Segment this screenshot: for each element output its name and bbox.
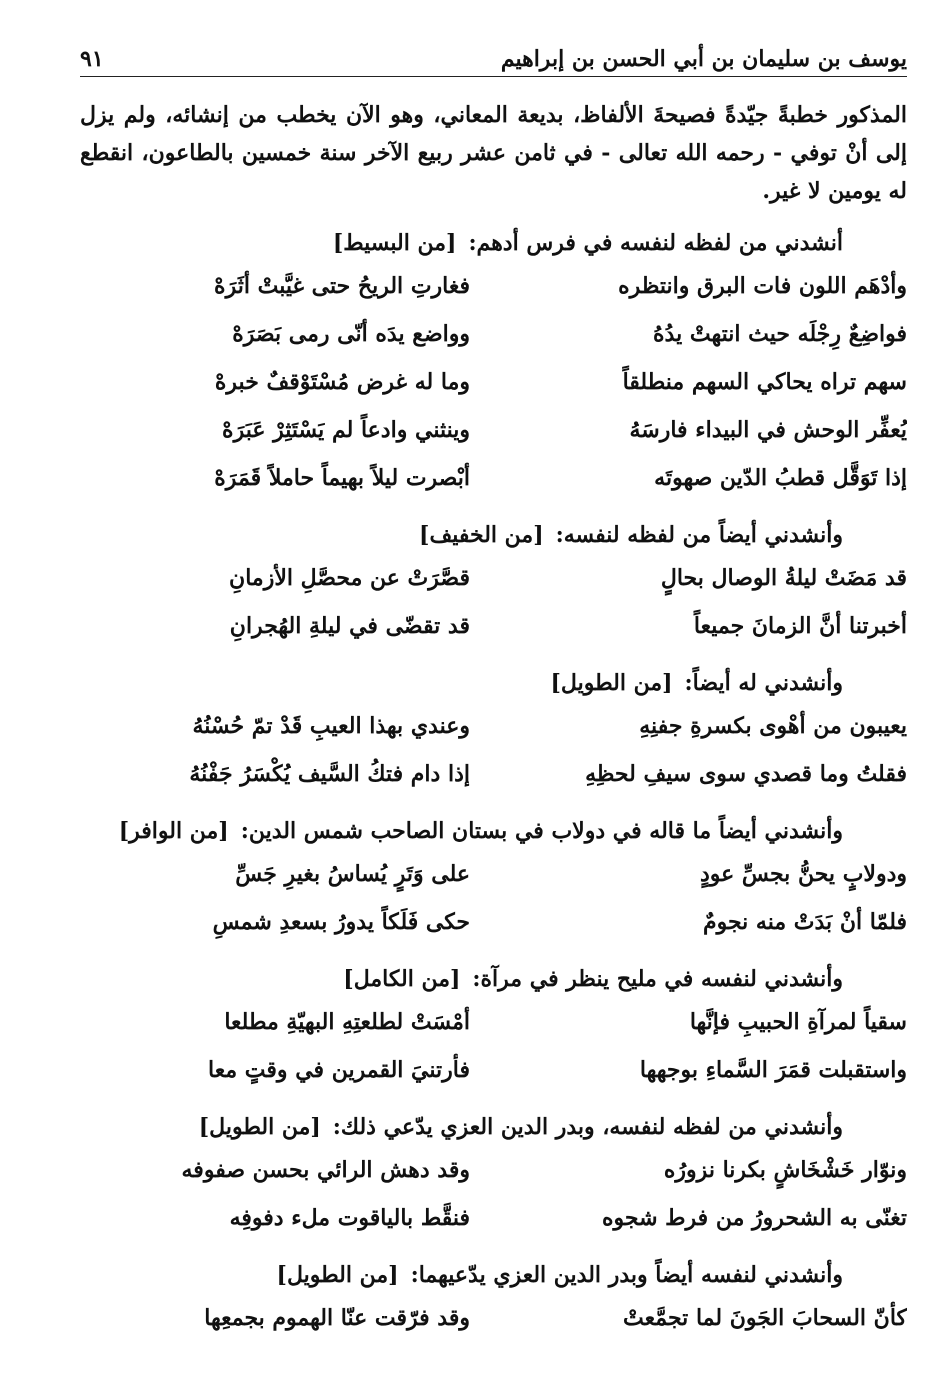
poem-meter: [من الطويل] (198, 1114, 321, 1140)
poem-intro (80, 226, 843, 262)
second-hemistich: وما له غرض مُسْتَوْقفٌ خبرهْ (214, 369, 470, 395)
poem-intro-text: وأنشدني أيضاً ما قاله في دولاب في بستان الصاحب شمس الدين: (240, 818, 843, 844)
poem-meter: [من الوافر] (118, 818, 229, 844)
first-hemistich: واستقبلت قمَرَ السَّماءِ بوجهها (639, 1057, 907, 1083)
first-hemistich: ونوّار خَشْخَاشٍ بكرنا نزورُه (663, 1157, 907, 1183)
poem-intro (80, 518, 843, 554)
verse-line (80, 1146, 907, 1194)
verse-line (80, 454, 907, 502)
running-title: يوسف بن سليمان بن أبي الحسن بن إبراهيم (500, 46, 907, 72)
second-hemistich: فغارتِ الريحُ حتى غيَّبتْ أثَرَهْ (214, 273, 470, 299)
second-hemistich: إذا دام فتكُ السَّيف يُكْسَرُ جَفْنُهُ (189, 761, 470, 787)
poem-meter: [من الكامل] (343, 966, 461, 992)
page-number: ٩١ (80, 46, 104, 72)
second-hemistich: فأرتنيَ القمرين في وقتٍ معا (208, 1057, 470, 1083)
first-hemistich: يعيبون من أهْوى بكسرةِ جفنِهِ (639, 713, 907, 739)
verse-line (80, 998, 907, 1046)
poem-intro (80, 814, 843, 850)
poem-intro-text: وأنشدني لنفسه أيضاً وبدر الدين العزي يدّعيهما: (410, 1262, 843, 1288)
second-hemistich: وقد فرّقت عنّا الهموم بجمعِها (204, 1305, 470, 1331)
second-hemistich: على وَتَرٍ يُساسُ بغيرِ جَسِّ (235, 861, 470, 887)
verse-line (80, 702, 907, 750)
verse-line (80, 358, 907, 406)
second-hemistich: وعندي بهذا العيبِ قَدْ تمّ حُسْنُهُ (192, 713, 470, 739)
first-hemistich: فقلتُ وما قصدي سوى سيفِ لحظِهِ (585, 761, 907, 787)
poem-meter: [من البسيط] (332, 230, 457, 256)
verse-line (80, 1294, 907, 1342)
verse-line (80, 406, 907, 454)
second-hemistich: فنقَّط بالياقوت ملء دفوفِه (229, 1205, 470, 1231)
first-hemistich: ودولابٍ يحنُّ بجسِّ عودٍ (699, 861, 907, 887)
verse-line (80, 310, 907, 358)
poem-meter: [من الطويل] (276, 1262, 399, 1288)
poem-meter: [من الخفيف] (419, 522, 544, 548)
first-hemistich: سهم تراه يحاكي السهم منطلقاً (622, 369, 907, 395)
first-hemistich: أخبرتنا أنَّ الزمانَ جميعاً (693, 613, 907, 639)
poem-intro (80, 1258, 843, 1294)
poem-intro (80, 666, 843, 702)
first-hemistich: إذا تَوَقَّل قطبُ الدّين صهوتَه (654, 465, 907, 491)
second-hemistich: أبْصرت ليلاً بهيماً حاملاً قَمَرَهْ (214, 465, 470, 491)
page-header (80, 30, 907, 77)
second-hemistich: وواضع يدَه أنّى رمى بَصَرَهْ (232, 321, 470, 347)
verse-line (80, 750, 907, 798)
poem-intro-text: وأنشدني له أيضاً: (684, 670, 843, 696)
second-hemistich: وينثني وادعاً لم يَسْتَثِرْ عَبَرَهْ (222, 417, 470, 443)
second-hemistich: قصَّرَتْ عن محصَّلِ الأزمانِ (229, 565, 470, 591)
first-hemistich: يُعفِّر الوحش في البيداء فارسَهُ (629, 417, 907, 443)
verse-line (80, 1194, 907, 1242)
poem-meter: [من الطويل] (550, 670, 673, 696)
poem-intro-text: وأنشدني من لفظه لنفسه، وبدر الدين العزي يدّعي ذلك: (332, 1114, 843, 1140)
first-hemistich: قد مَضَتْ ليلةُ الوصال بحالٍ (660, 565, 907, 591)
first-hemistich: كأنّ السحابَ الجَونَ لما تجمَّعتْ (623, 1305, 907, 1331)
poem-intro (80, 962, 843, 998)
verse-line (80, 262, 907, 310)
first-hemistich: فلمّا أنْ بَدَتْ منه نجومٌ (702, 909, 907, 935)
poem-intro-text: وأنشدني أيضاً من لفظه لنفسه: (555, 522, 843, 548)
first-hemistich: سقياً لمرآةِ الحبيبِ فإنَّها (689, 1009, 907, 1035)
second-hemistich: حكى فَلَكاً يدورُ بسعدِ شمسِ (212, 909, 470, 935)
second-hemistich: أمْسَتْ لطلعتِهِ البهيّةِ مطلعا (224, 1009, 470, 1035)
poem-intro-text: وأنشدني لنفسه في مليح ينظر في مرآة: (472, 966, 843, 992)
verse-line (80, 850, 907, 898)
verse-line (80, 554, 907, 602)
poem-intro (80, 1110, 843, 1146)
first-hemistich: تغنّى به الشحرورُ من فرط شجوه (601, 1205, 907, 1231)
second-hemistich: وقد دهش الرائي بحسن صفوفه (181, 1157, 470, 1183)
first-hemistich: وأدْهَم اللون فات البرق وانتظره (618, 273, 907, 299)
poem-intro-text: أنشدني من لفظه لنفسه في فرس أدهم: (468, 230, 843, 256)
verse-line (80, 898, 907, 946)
prose-paragraph: المذكور خطبةً جيّدةً فصيحةَ الألفاظ، بديعة المعاني، وهو الآن يخطب من إنشائه، ولم يزل إلى أنْ توفي - رحمه الله تعالى - في ثامن عشر ربيع الآخر سنة خمسين بالطاعون، انقطع له يومين لا غير. (80, 102, 907, 204)
verse-line (80, 602, 907, 650)
verse-line (80, 1046, 907, 1094)
second-hemistich: قد تقضّى في ليلةِ الهُجرانِ (229, 613, 470, 639)
first-hemistich: فواضِعٌ رِجْلَه حيث انتهتْ يدُهُ (653, 321, 907, 347)
page-body (80, 96, 907, 1342)
